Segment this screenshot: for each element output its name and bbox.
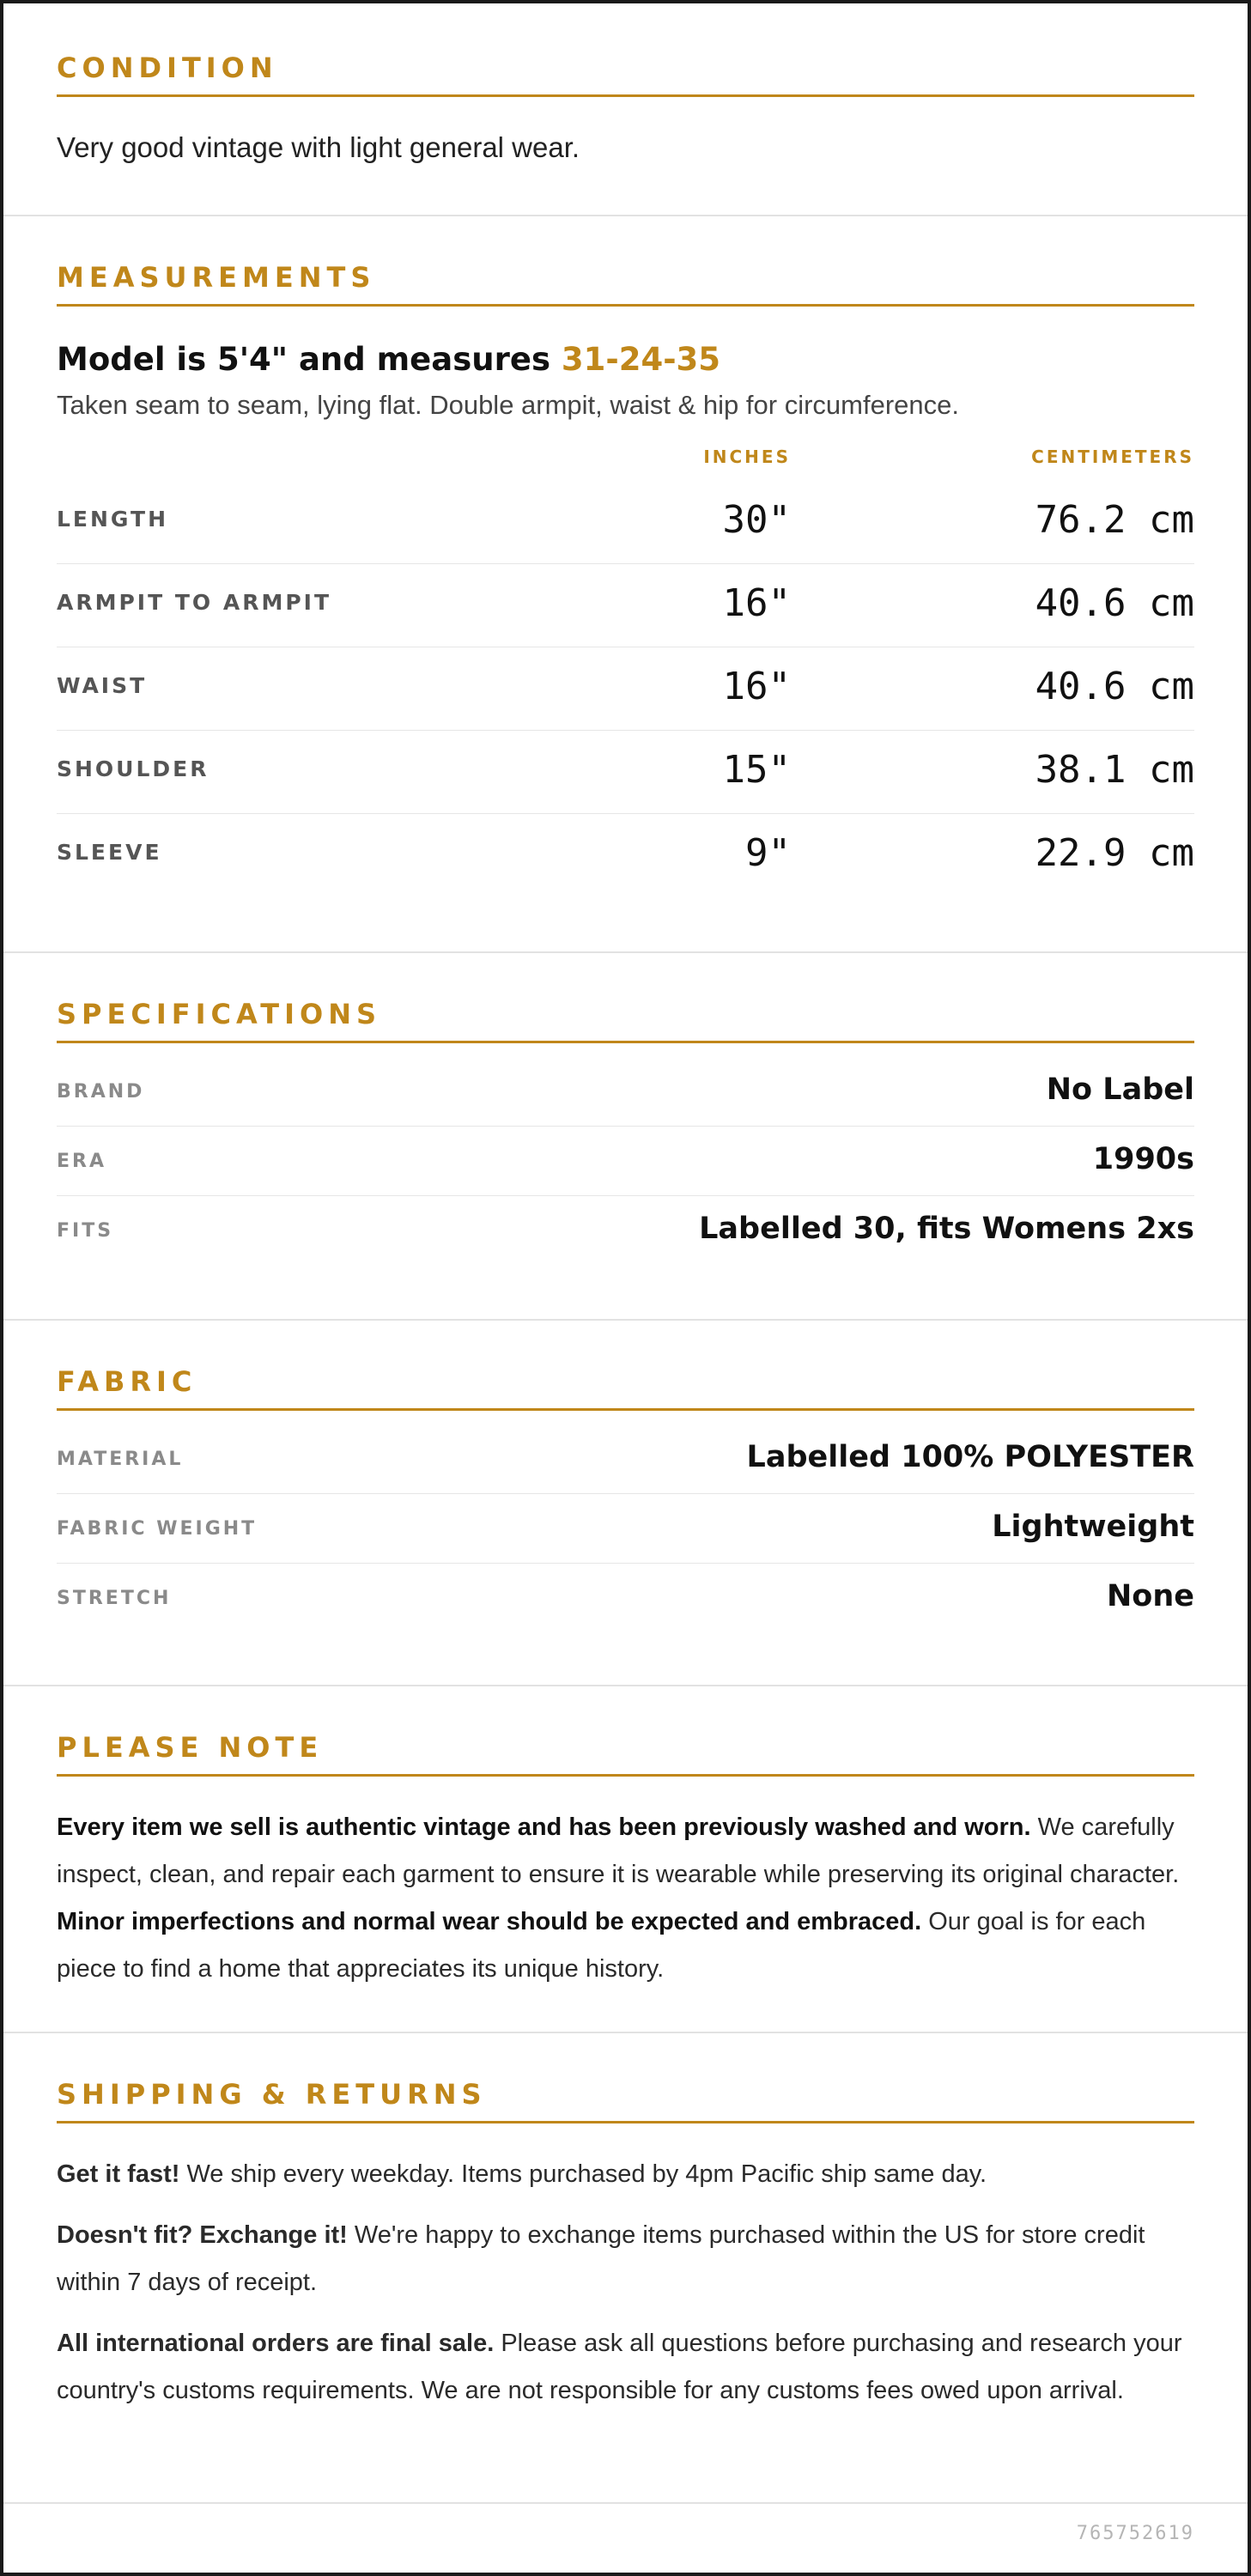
spec-label: MATERIAL [57,1449,184,1470]
please-note-heading: PLEASE NOTE [57,1731,1194,1777]
shipping-text: Please ask all questions before purchasing and research your country's customs requirements. We are not responsible for any customs fees owed upon arrival. [57,2330,1182,2404]
measurements-heading: MEASUREMENTS [57,261,1194,307]
spec-row-brand [57,1057,1194,1127]
shipping-heading: SHIPPING & RETURNS [57,2078,1194,2123]
measurement-row [57,564,1194,647]
measurement-inches: 16" [722,581,791,625]
measurement-row [57,481,1194,564]
shipping-paragraph-fast [57,2151,1194,2198]
shipping-bold: All international orders are final sale. [57,2330,495,2357]
measurement-label: SLEEVE [57,840,162,865]
measurement-cm: 38.1 cm [1035,748,1194,792]
measurement-column-headers [57,447,1194,481]
note-bold-1: Every item we sell is authentic vintage and has been previously washed and worn. [57,1814,1031,1841]
measurement-inches: 15" [722,748,791,792]
model-prefix: Model is 5'4" and measures [57,341,562,378]
centimeters-column-header: CENTIMETERS [1031,447,1194,467]
measurement-row [57,731,1194,814]
model-measurements [57,341,1194,378]
measurement-cm: 76.2 cm [1035,498,1194,542]
measurement-inches: 30" [722,498,791,542]
spec-label: ERA [57,1151,106,1172]
fabric-heading: FABRIC [57,1365,1194,1411]
spec-value: 1990s [1092,1142,1194,1176]
note-bold-2: Minor imperfections and normal wear should be expected and embraced. [57,1908,922,1935]
condition-heading: CONDITION [57,52,1194,97]
spec-value: Labelled 100% POLYESTER [746,1440,1194,1474]
fabric-row-stretch [57,1564,1194,1633]
shipping-text: We're happy to exchange items purchased within the US for store credit within 7 days of receipt. [57,2221,1145,2296]
shipping-paragraph-exchange [57,2212,1194,2306]
model-measure-value: 31-24-35 [561,341,721,378]
condition-section [3,3,1248,216]
measurement-label: SHOULDER [57,756,210,781]
fabric-row-material [57,1425,1194,1494]
please-note-text [57,1804,1194,1993]
shipping-section [3,2033,1248,2504]
measurement-table [57,481,1194,897]
measurement-label: WAIST [57,673,148,698]
fabric-row-weight [57,1494,1194,1564]
shipping-paragraph-international [57,2320,1194,2415]
condition-text: Very good vintage with light general wear. [57,131,580,163]
measurement-cm: 40.6 cm [1035,581,1194,625]
shipping-content [57,2151,1194,2415]
inches-column-header: INCHES [703,447,791,467]
spec-value: Lightweight [992,1510,1194,1544]
spec-value: None [1107,1579,1194,1613]
spec-label: FITS [57,1220,114,1242]
measurement-cm: 40.6 cm [1035,665,1194,708]
spec-value: No Label [1046,1072,1194,1107]
measurement-inches: 16" [722,665,791,708]
spec-label: STRETCH [57,1588,172,1609]
shipping-bold: Get it fast! [57,2160,180,2188]
note-text-2: Our goal is for each piece to find a home that appreciates its unique history. [57,1908,1146,1983]
spec-value: Labelled 30, fits Womens 2xs [699,1212,1194,1246]
specifications-section [3,953,1248,1321]
note-text-1: We carefully inspect, clean, and repair each garment to ensure it is wearable while preserving its original character. [57,1814,1180,1888]
shipping-bold: Doesn't fit? Exchange it! [57,2221,348,2249]
measurement-row [57,647,1194,731]
measurement-cm: 22.9 cm [1035,831,1194,875]
measurement-inches: 9" [745,831,791,875]
measurement-row [57,814,1194,897]
spec-label: FABRIC WEIGHT [57,1518,258,1540]
measurement-note: Taken seam to seam, lying flat. Double armpit, waist & hip for circumference. [57,390,959,420]
spec-row-fits [57,1196,1194,1266]
specifications-list [57,1057,1194,1266]
please-note-section [3,1686,1248,2033]
item-id: 765752619 [1076,2523,1194,2544]
measurements-section [3,216,1248,953]
measurement-label: ARMPIT TO ARMPIT [57,590,332,615]
fabric-list [57,1425,1194,1633]
shipping-text: We ship every weekday. Items purchased by 4pm Pacific ship same day. [179,2160,987,2188]
spec-row-era [57,1127,1194,1196]
specifications-heading: SPECIFICATIONS [57,998,1194,1043]
measurement-label: LENGTH [57,507,168,532]
fabric-section [3,1321,1248,1686]
spec-label: BRAND [57,1081,145,1103]
